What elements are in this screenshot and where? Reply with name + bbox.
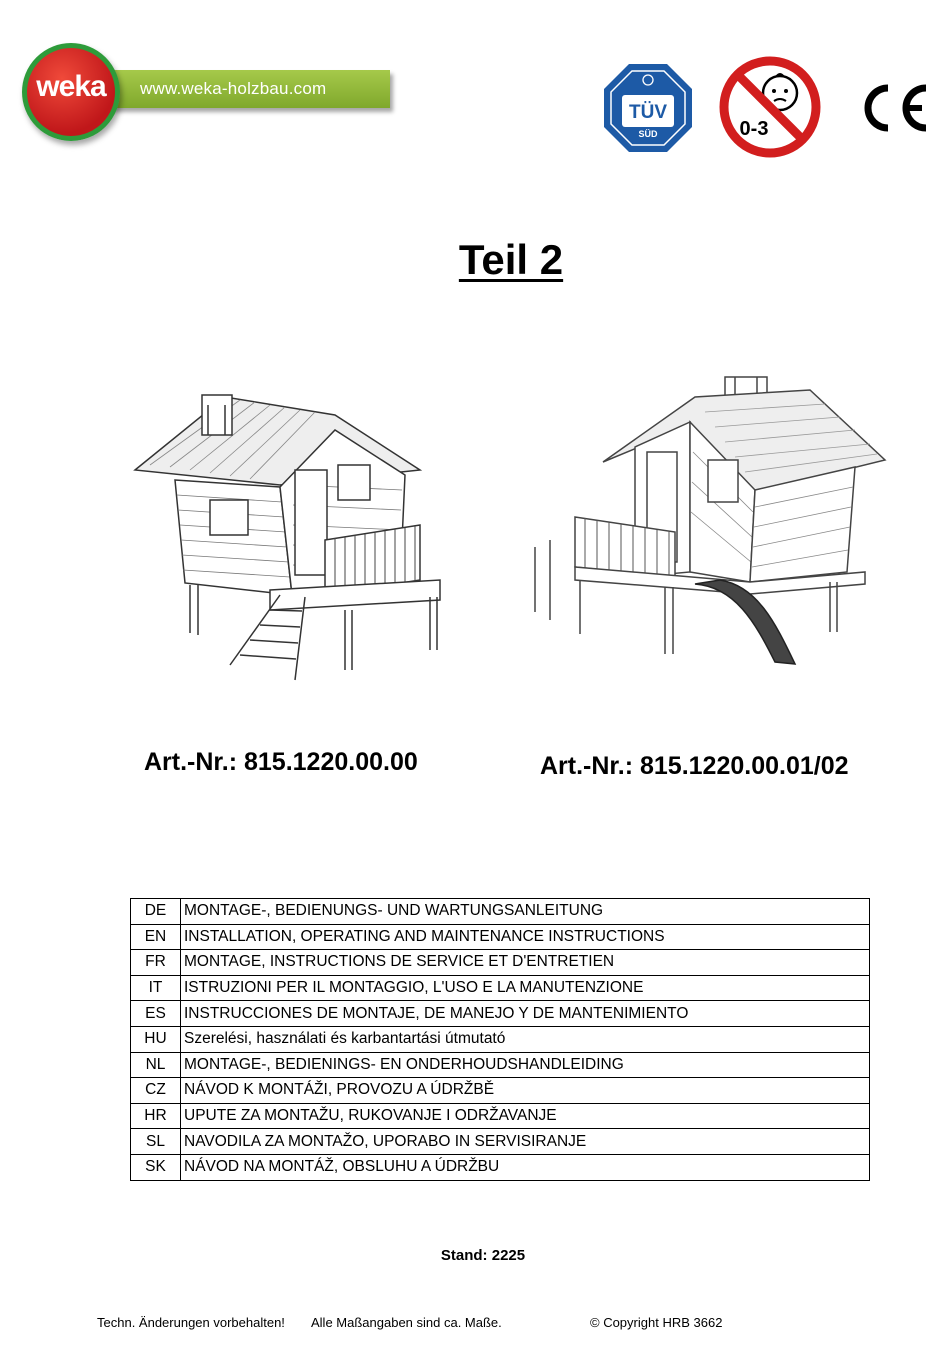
page-title: Teil 2	[458, 236, 564, 283]
footer-note-dimensions: Alle Maßangaben sind ca. Maße.	[311, 1315, 502, 1330]
playhouse-left-illustration	[130, 385, 450, 685]
article-number-right: Art.-Nr.: 815.1220.00.01/02	[540, 752, 849, 780]
language-title: NAVODILA ZA MONTAŽO, UPORABO IN SERVISIRANJE	[181, 1129, 870, 1155]
language-title: MONTAGE, INSTRUCTIONS DE SERVICE ET D'ENTRETIEN	[181, 950, 870, 976]
language-row	[131, 1078, 870, 1104]
language-row	[131, 1001, 870, 1027]
language-title: ISTRUZIONI PER IL MONTAGGIO, L'USO E LA MANUTENZIONE	[181, 975, 870, 1001]
ce-mark-icon	[858, 82, 930, 134]
language-row	[131, 899, 870, 925]
language-code: HR	[131, 1103, 181, 1129]
language-title: INSTRUCCIONES DE MONTAJE, DE MANEJO Y DE MANTENIMIENTO	[181, 1001, 870, 1027]
footer-copyright: © Copyright HRB 3662	[590, 1315, 723, 1330]
language-code: CZ	[131, 1078, 181, 1104]
language-row	[131, 924, 870, 950]
language-code: NL	[131, 1052, 181, 1078]
no-children-0-3-icon	[718, 55, 822, 159]
language-code: SL	[131, 1129, 181, 1155]
age-warning: 0-3	[739, 118, 769, 140]
language-code: HU	[131, 1026, 181, 1052]
language-title: INSTALLATION, OPERATING AND MAINTENANCE INSTRUCTIONS	[181, 924, 870, 950]
tuv-sub: SÜD	[638, 129, 658, 139]
language-title: MONTAGE-, BEDIENUNGS- UND WARTUNGSANLEITUNG	[181, 899, 870, 925]
footer-note-changes: Techn. Änderungen vorbehalten!	[97, 1315, 285, 1330]
language-code: IT	[131, 975, 181, 1001]
stand-date: Stand: 2225	[440, 1247, 526, 1264]
language-row	[131, 1129, 870, 1155]
language-row	[131, 1154, 870, 1180]
tuv-label: TÜV	[629, 102, 667, 123]
language-row	[131, 975, 870, 1001]
logo-url[interactable]: www.weka-holzbau.com	[140, 79, 327, 98]
language-code: EN	[131, 924, 181, 950]
language-code: SK	[131, 1154, 181, 1180]
article-number-left: Art.-Nr.: 815.1220.00.00	[144, 748, 418, 776]
language-row	[131, 1103, 870, 1129]
language-code: DE	[131, 899, 181, 925]
logo-word: weka	[36, 70, 106, 103]
language-title: UPUTE ZA MONTAŽU, RUKOVANJE I ODRŽAVANJE	[181, 1103, 870, 1129]
tuv-certification-icon	[602, 62, 694, 154]
language-title: NÁVOD NA MONTÁŽ, OBSLUHU A ÚDRŽBU	[181, 1154, 870, 1180]
language-row	[131, 1052, 870, 1078]
language-table	[130, 898, 870, 1181]
language-row	[131, 950, 870, 976]
language-code: ES	[131, 1001, 181, 1027]
language-title: MONTAGE-, BEDIENINGS- EN ONDERHOUDSHANDLEIDING	[181, 1052, 870, 1078]
playhouse-right-illustration	[525, 372, 895, 672]
language-code: FR	[131, 950, 181, 976]
language-title: Szerelési, használati és karbantartási útmutató	[181, 1026, 870, 1052]
language-title: NÁVOD K MONTÁŽI, PROVOZU A ÚDRŽBĚ	[181, 1078, 870, 1104]
language-row	[131, 1026, 870, 1052]
